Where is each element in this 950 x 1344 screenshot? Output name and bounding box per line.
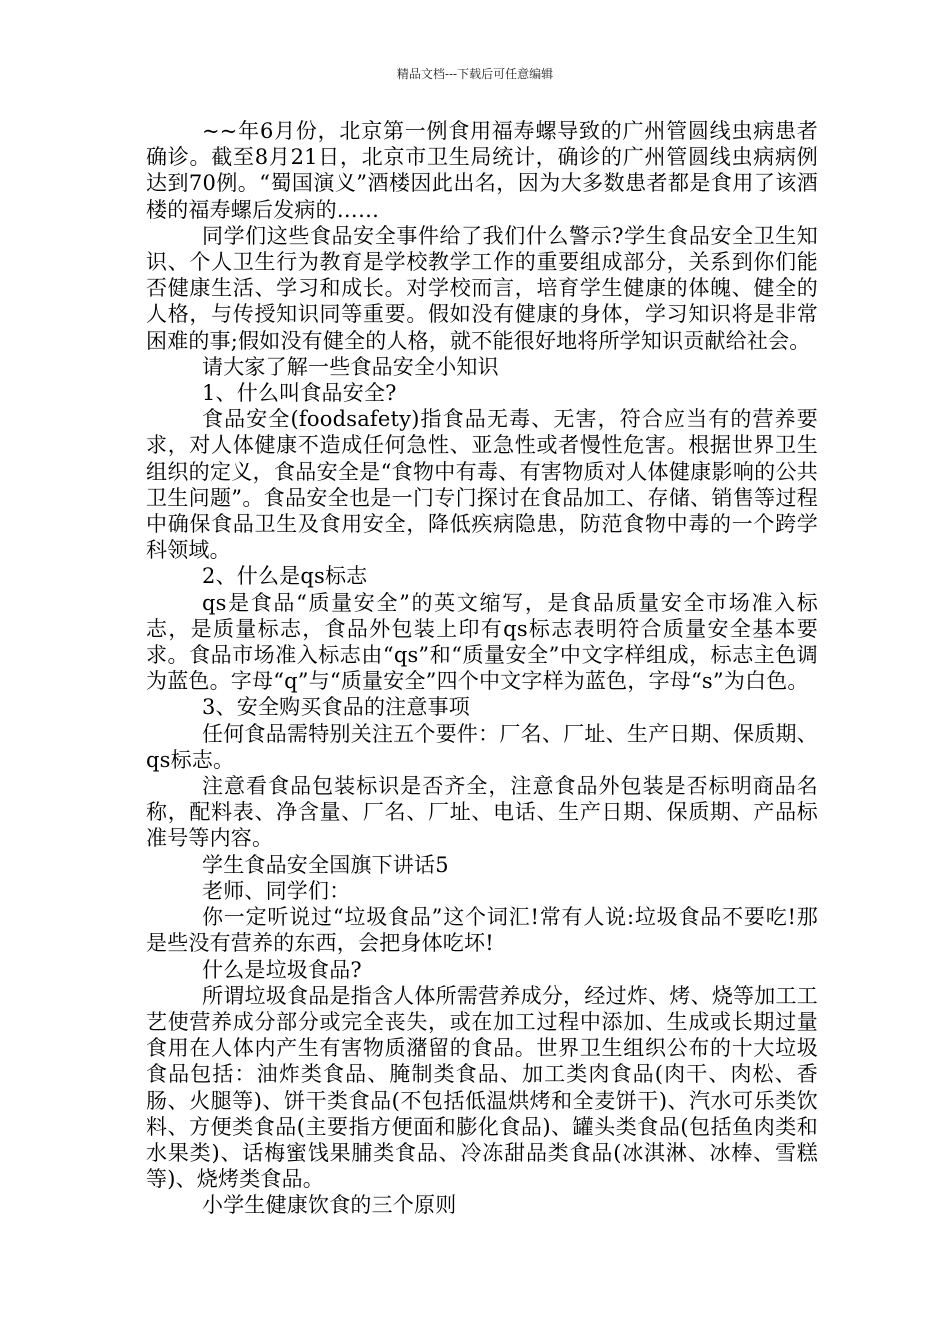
paragraph-13: 你一定听说过“垃圾食品”这个词汇!常有人说:垃圾食品不要吃!那是些没有营养的东西，会把身体吃坏! — [146, 905, 818, 956]
page-header: 精品文档---下载后可任意编辑 — [396, 67, 554, 81]
paragraph-7: qs是食品“质量安全”的英文缩写，是食品质量安全市场准入标志，是质量标志，食品外包装上印有qs标志表明符合质量安全基本要求。食品市场准入标志由“qs”和“质量安全”中文字样组成，标志主色调为蓝色。字母“q”与“质量安全”四个中文字样为蓝色，字母“s”为白色。 — [146, 590, 818, 694]
paragraph-12: 老师、同学们： — [202, 878, 351, 903]
paragraph-10: 注意看食品包装标识是否齐全，注意食品外包装是否标明商品名称，配料表、净含量、厂名、厂址、电话、生产日期、保质期、产品标准号等内容。 — [146, 774, 818, 851]
paragraph-5: 食品安全(foodsafety)指食品无毒、无害，符合应当有的营养要求，对人体健康不造成任何急性、亚急性或者慢性危害。根据世界卫生组织的定义，食品安全是“食物中有毒、有害物质对人体健康影响的公共卫生问题”。食品安全也是一门专门探讨在食品加工、存储、销售等过程中确保食品卫生及食用安全，降低疾病隐患，防范食物中毒的一个跨学科领域。 — [146, 407, 818, 563]
paragraph-14: 什么是垃圾食品? — [202, 957, 362, 982]
paragraph-9: 任何食品需特别关注五个要件：厂名、厂址、生产日期、保质期、qs标志。 — [146, 721, 818, 772]
paragraph-16: 小学生健康饮食的三个原则 — [202, 1193, 457, 1218]
paragraph-1: ~~年6月份，北京第一例食用福寿螺导致的广州管圆线虫病患者确诊。截至8月21日，北京市卫生局统计，确诊的广州管圆线虫病病例达到70例。“蜀国演义”酒楼因此出名，因为大多数患者都是食用了该酒楼的福寿螺后发病的…… — [146, 119, 818, 222]
paragraph-6: 2、什么是qs标志 — [202, 564, 368, 589]
paragraph-2: 同学们这些食品安全事件给了我们什么警示?学生食品安全卫生知识、个人卫生行为教育是学校教学工作的重要组成部分，关系到你们能否健康生活、学习和成长。对学校而言，培育学生健康的体魄、健全的人格，与传授知识同等重要。假如没有健康的身体，学习知识将是非常困难的事;假如没有健全的人格，就不能很好地将所学知识贡献给社会。 — [146, 223, 818, 353]
paragraph-4: 1、什么叫食品安全? — [202, 381, 397, 406]
document-body — [146, 118, 818, 1219]
paragraph-15: 所谓垃圾食品是指含人体所需营养成分，经过炸、烤、烧等加工工艺使营养成分部分或完全丧失，或在加工过程中添加、生成或长期过量食用在人体内产生有害物质潴留的食品。世界卫生组织公布的十大垃圾食品包括：油炸类食品、腌制类食品、加工类肉食品(肉干、肉松、香肠、火腿等)、饼干类食品(不包括低温烘烤和全麦饼干)、汽水可乐类饮料、方便类食品(主要指方便面和膨化食品)、罐头类食品(包括鱼肉类和水果类)、话梅蜜饯果脯类食品、冷冻甜品类食品(冰淇淋、冰棒、雪糕等)、烧烤类食品。 — [146, 983, 818, 1192]
paragraph-8: 3、安全购买食品的注意事项 — [202, 695, 470, 720]
paragraph-11: 学生食品安全国旗下讲话5 — [202, 852, 449, 877]
paragraph-3: 请大家了解一些食品安全小知识 — [202, 354, 499, 379]
